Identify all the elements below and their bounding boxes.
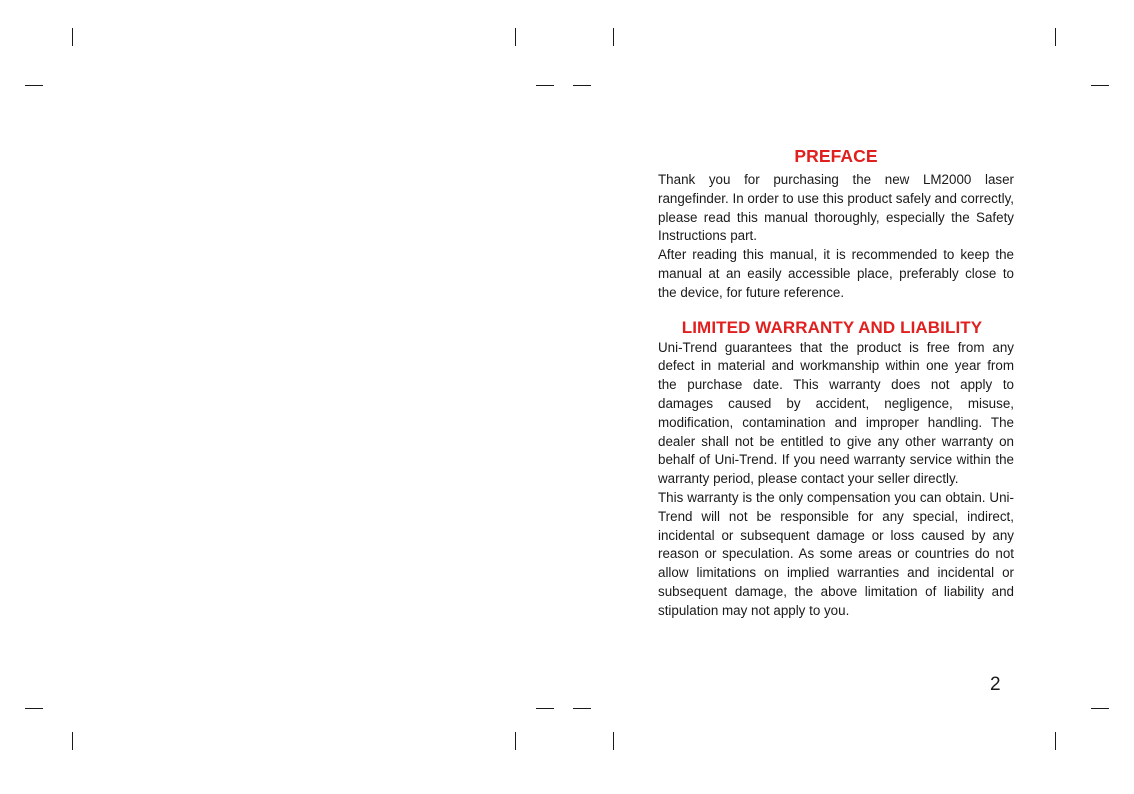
crop-mark-top-right-outer: [1055, 28, 1056, 46]
right-page-content: [658, 145, 1014, 621]
crop-mark-upper-right-inner: [573, 85, 591, 86]
crop-mark-upper-right-outer: [1091, 85, 1109, 86]
crop-mark-top-right-inner: [613, 28, 614, 46]
crop-mark-upper-left-outer: [25, 85, 43, 86]
preface-paragraph-2: After reading this manual, it is recommended to keep the manual at an easily accessible place, preferably close to the device, for future reference.: [658, 247, 1014, 300]
crop-mark-top-left-outer: [72, 28, 73, 46]
crop-mark-upper-left-inner: [536, 85, 554, 86]
warranty-heading: LIMITED WARRANTY AND LIABILITY: [681, 317, 983, 337]
crop-mark-bottom-left-outer: [72, 732, 73, 750]
crop-mark-bottom-right-inner: [613, 732, 614, 750]
warranty-paragraph-2: This warranty is the only compensation you can obtain. Uni-Trend will not be responsible for any special, indirect, incidental or subsequent damage or loss caused by any reason or speculation. As some areas or countries do not allow limitations on implied warranties and incidental or subsequent damage, the above limitation of liability and stipulation may not apply to you.: [658, 489, 1014, 618]
crop-mark-lower-left-inner: [536, 708, 554, 709]
crop-mark-bottom-right-outer: [1055, 732, 1056, 750]
crop-mark-lower-right-outer: [1091, 708, 1109, 709]
preface-paragraph-1: Thank you for purchasing the new LM2000 laser rangefinder. In order to use this product safely and correctly, please read this manual thoroughly, especially the Safety Instructions part.: [658, 172, 1014, 244]
warranty-paragraph-1: Uni-Trend guarantees that the product is free from any defect in material and workmanship within one year from the purchase date. This warranty does not apply to damages caused by accident, negligence, misuse, modification, contamination and improper handling. The dealer shall not be entitled to give any other warranty on behalf of Uni-Trend. If you need warranty service within the warranty period, please contact your seller directly.: [658, 339, 1014, 487]
crop-mark-lower-left-outer: [25, 708, 43, 709]
preface-heading: PREFACE: [794, 146, 878, 166]
page-number: 2: [990, 674, 1001, 695]
crop-mark-lower-right-inner: [573, 708, 591, 709]
crop-mark-bottom-left-inner: [515, 732, 516, 750]
crop-mark-top-left-inner: [515, 28, 516, 46]
